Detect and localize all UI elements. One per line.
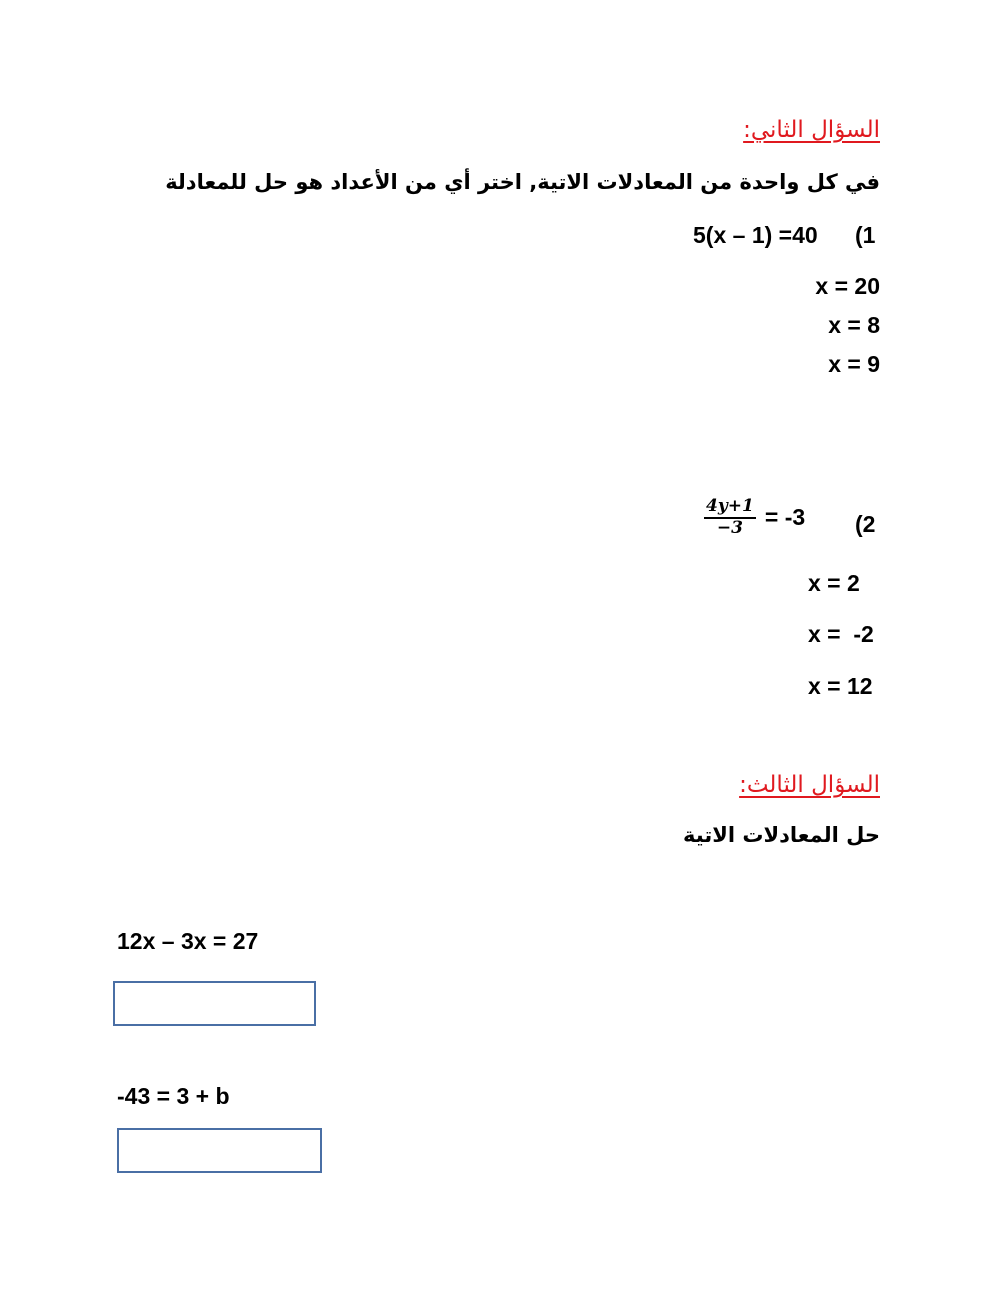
item1-option-2[interactable]: x = 8 <box>828 312 880 338</box>
item2-number: (2 <box>855 511 876 537</box>
question3-equation-2: -43 = 3 + b <box>117 1083 230 1109</box>
item2-fraction-numerator: 4y+1 <box>704 498 756 519</box>
item1-option-1[interactable]: x = 20 <box>815 273 880 299</box>
question2-instruction: في كل واحدة من المعادلات الاتية, اختر أي من الأعداد هو حل للمعادلة <box>165 170 880 194</box>
question3-equation-1: 12x – 3x = 27 <box>117 928 259 954</box>
answer-input-1[interactable] <box>113 981 316 1026</box>
item2-option-1[interactable]: x = 2 <box>808 570 860 596</box>
item2-fraction-denominator: −3 <box>716 517 743 538</box>
question3-heading: السؤال الثالث: <box>739 772 880 798</box>
item2-equation <box>704 498 805 538</box>
item2-fraction <box>704 498 756 538</box>
question3-instruction: حل المعادلات الاتية <box>683 823 880 847</box>
item2-option-3[interactable]: x = 12 <box>808 673 873 699</box>
item1-option-3[interactable]: x = 9 <box>828 351 880 377</box>
item1-number: (1 <box>855 222 876 248</box>
question2-heading: السؤال الثاني: <box>743 117 880 143</box>
item2-option-2[interactable]: x = -2 <box>808 621 874 647</box>
item1-equation: 5(x – 1) =40 <box>693 222 818 248</box>
answer-input-2[interactable] <box>117 1128 322 1173</box>
item2-equation-rhs: = -3 <box>764 504 806 531</box>
